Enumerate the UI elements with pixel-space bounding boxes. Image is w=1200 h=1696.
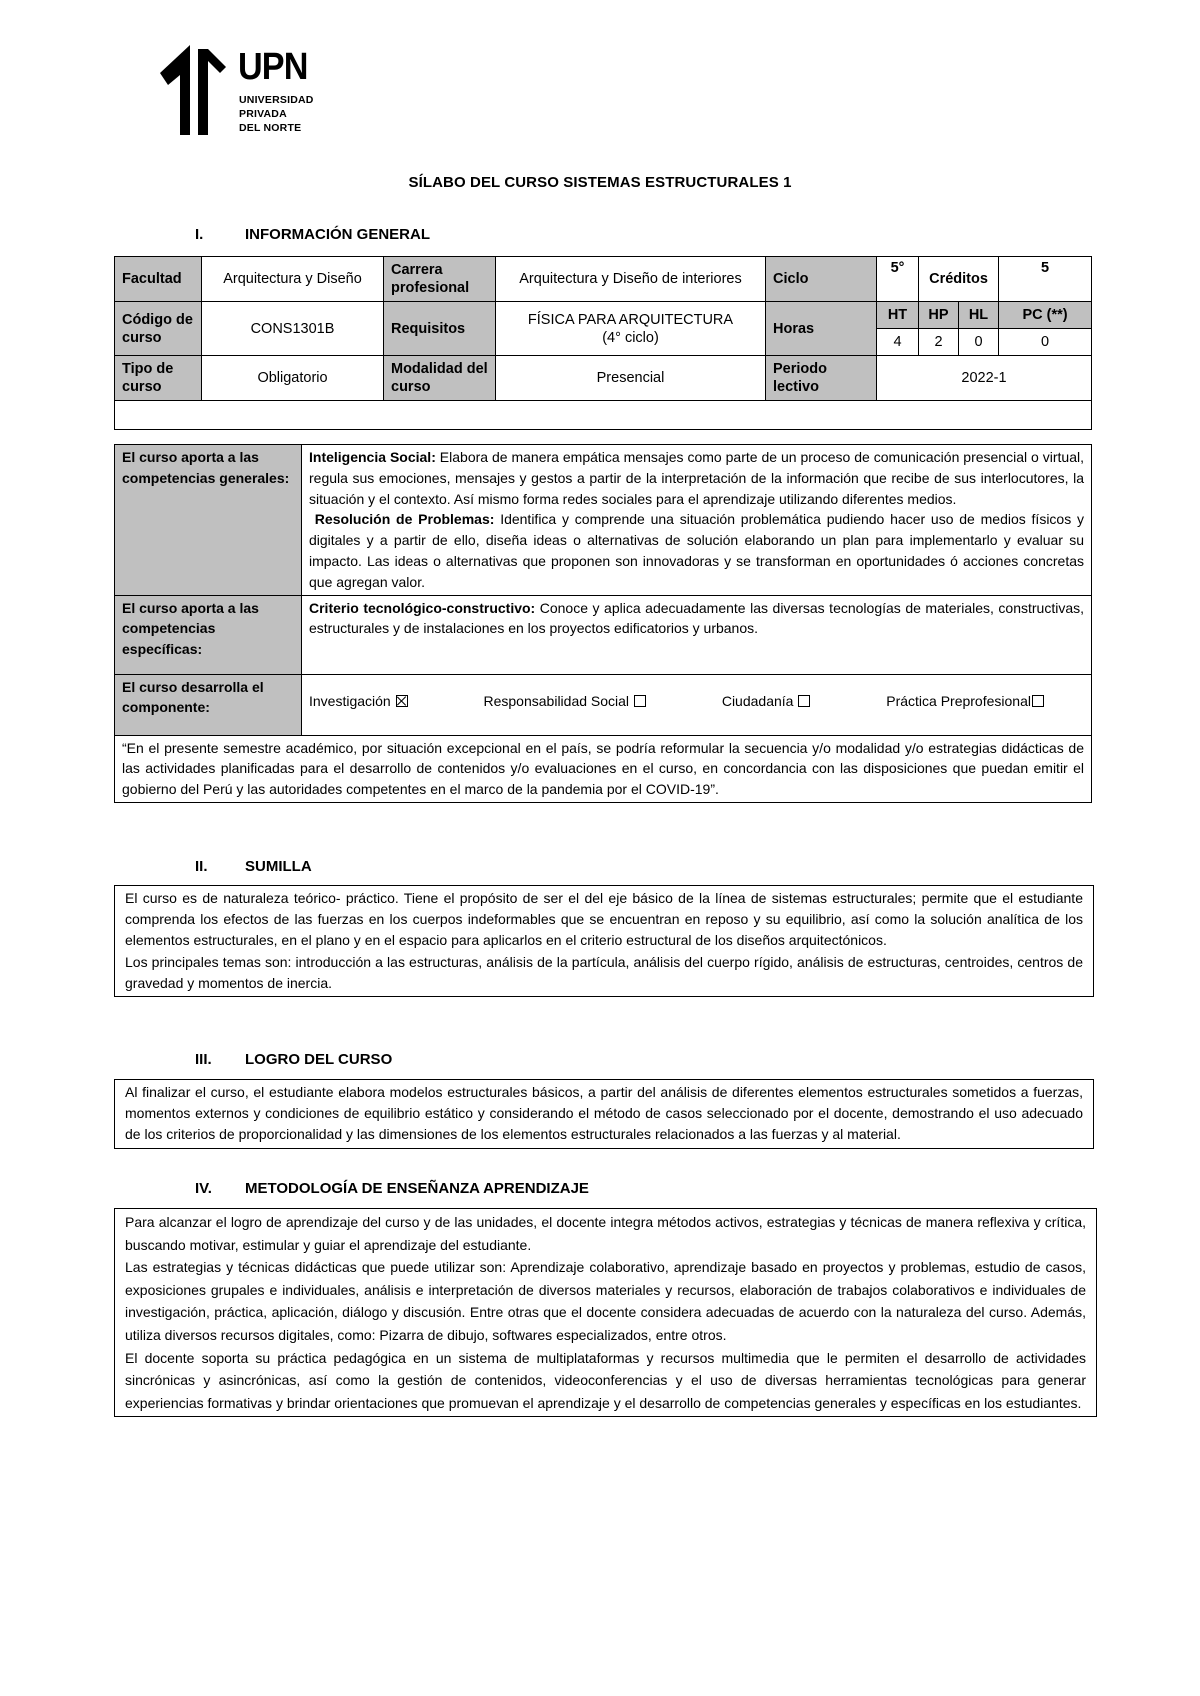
modalidad-label: Modalidad del curso <box>384 356 496 401</box>
criterio-tecnologico-text: Conoce y aplica adecuadamente las diversas tecnologías de materiales, constructivas, estructurales y de instalaciones en los proyectos edificatorios y urbanos. <box>309 599 1085 637</box>
logo-sub-line: PRIVADA <box>239 108 287 120</box>
sumilla-paragraph: Los principales temas son: introducción a las estructuras, análisis de la partícula, análisis del cuerpo rígido, análisis de estructuras, centroides, centros de gravedad y momentos de inercia. <box>125 953 1083 991</box>
logo-sub-line: UNIVERSIDAD <box>239 94 314 106</box>
section-label: SUMILLA <box>245 858 312 875</box>
facultad-label: Facultad <box>115 257 202 302</box>
requisitos-line: (4° ciclo) <box>602 329 659 346</box>
componente-ciudadania[interactable] <box>722 691 811 712</box>
requisitos-line: FÍSICA PARA ARQUITECTURA <box>527 311 734 328</box>
section-label: LOGRO DEL CURSO <box>245 1051 393 1068</box>
responsabilidad-label: Responsabilidad Social <box>483 692 630 709</box>
periodo-value: 2022-1 <box>877 356 1092 401</box>
componente-investigacion[interactable] <box>309 691 408 712</box>
metodologia-paragraph: Las estrategias y técnicas didácticas que puede utilizar son: Aprendizaje colaborativo, aprendizaje basado en proyectos y problemas, estudio de casos, exposiciones grupales e individuales, análisis e interpretación de diversos materiales y recursos, elaboración de trabajos colaborativos e individuales de investigación, práctica, aplicación, diálogo y discusión. Entre otras que el docente considera adecuadas de acuerdo con la naturaleza del curso. Además, utiliza diversos recursos digitales, como: Pizarra de dibujo, softwares especializados, entre otros. <box>125 1259 1086 1343</box>
logo-sub-line: DEL NORTE <box>239 122 302 134</box>
upn-logo <box>160 45 320 141</box>
sumilla-paragraph: El curso es de naturaleza teórico- práctico. Tiene el propósito de ser el del eje básico de la línea de sistemas estructurales; permite que el estudiante comprenda los efectos de las fuerzas en los cuerpos indeformables que se encuentran en reposo y su equilibrio, así como la solución analítica de los elementos estructurales, en el plano y en el espacio para aplicarlos en el criterio estructural de los diseños arquitectónicos. <box>125 890 1083 949</box>
criterio-tecnologico-title: Criterio tecnológico-constructivo: <box>309 599 536 616</box>
codigo-label: Código de curso <box>115 302 202 356</box>
ht-label: HT <box>877 302 919 329</box>
upn-arrow-icon <box>160 45 232 135</box>
metodologia-paragraph: Para alcanzar el logro de aprendizaje del curso y de las unidades, el docente integra métodos activos, estrategias y técnicas de manera reflexiva y crítica, buscando motivar, estimular y guiar el aprendizaje del estudiante. <box>125 1214 1086 1253</box>
componente-label: El curso desarrolla el componente: <box>115 674 302 735</box>
metodologia-box <box>114 1208 1097 1417</box>
section-label: METODOLOGÍA DE ENSEÑANZA APRENDIZAJE <box>245 1180 589 1197</box>
pc-value: 0 <box>999 329 1092 356</box>
covid-note: “En el presente semestre académico, por situación excepcional en el país, se podría reformular la secuencia y/o modalidad y/o estrategias didácticas de las actividades planificadas para el desarrollo de contenidos y/o evaluaciones en el curso, en concordancia con las disposiciones que puedan emitir el gobierno del Perú y las autoridades competentes en el marco de la pandemia por el COVID-19”. <box>115 735 1092 802</box>
requisitos-label: Requisitos <box>384 302 496 356</box>
blank-row <box>115 401 1092 430</box>
competencias-table <box>114 444 1092 803</box>
investigacion-checkbox[interactable] <box>396 695 408 707</box>
tipo-label: Tipo de curso <box>115 356 202 401</box>
competencias-especificas-label: El curso aporta a las competencias específicas: <box>115 595 302 674</box>
investigacion-label: Investigación <box>309 692 391 709</box>
resolucion-problemas-title: Resolución de Problemas: <box>314 511 495 528</box>
competencias-especificas-text <box>302 595 1092 674</box>
section-heading-metodologia <box>195 1180 589 1197</box>
tipo-value: Obligatorio <box>202 356 384 401</box>
document-title: SÍLABO DEL CURSO SISTEMAS ESTRUCTURALES 1 <box>408 174 792 191</box>
logo-brand-text: UPN <box>238 46 308 88</box>
componente-options <box>302 674 1092 735</box>
periodo-label: Periodo lectivo <box>766 356 877 401</box>
logro-box <box>114 1079 1094 1149</box>
inteligencia-social-text: Elabora de manera empática mensajes como parte de un proceso de comunicación presencial o virtual, regula sus emociones, mensajes y gestos a partir de la interpretación de la información que recibe de sus interlocutores, la situación y el contexto. Así mismo forma redes sociales para el aprendizaje utilizando diferentes medios. <box>309 449 1084 507</box>
ht-value: 4 <box>877 329 919 356</box>
metodologia-paragraph: El docente soporta su práctica pedagógica en un sistema de multiplataformas y recursos multimedia que le permiten el desarrollo de actividades sincrónicas y asincrónicas, así como la gestión de contenidos, videoconferencias y el uso de diversas herramientas tecnológicas para generar experiencias formativas y brindar orientaciones que promuevan el aprendizaje y el desarrollo de competencias generales y específicas en los estudiantes. <box>125 1349 1086 1411</box>
section-number: II. <box>195 858 208 875</box>
hp-label: HP <box>919 302 959 329</box>
ciudadania-label: Ciudadanía <box>721 692 794 709</box>
hp-value: 2 <box>919 329 959 356</box>
competencias-generales-label: El curso aporta a las competencias generales: <box>115 445 302 596</box>
codigo-value: CONS1301B <box>202 302 384 356</box>
pc-label: PC (**) <box>999 302 1092 329</box>
practica-checkbox[interactable] <box>1032 695 1044 707</box>
logo-subtitle <box>239 93 314 135</box>
carrera-label: Carrera profesional <box>384 257 496 302</box>
componente-responsabilidad[interactable] <box>484 691 647 712</box>
section-heading-sumilla <box>195 858 312 875</box>
competencias-generales-text <box>302 445 1092 596</box>
section-heading-general <box>195 226 430 243</box>
creditos-value: 5 <box>999 257 1092 302</box>
hl-label: HL <box>959 302 999 329</box>
sumilla-box <box>114 885 1094 997</box>
section-number: I. <box>195 226 204 243</box>
modalidad-value: Presencial <box>496 356 766 401</box>
practica-label: Práctica Preprofesional <box>886 692 1031 709</box>
carrera-value: Arquitectura y Diseño de interiores <box>496 257 766 302</box>
horas-label: Horas <box>766 302 877 356</box>
inteligencia-social-title: Inteligencia Social: <box>309 449 436 465</box>
hl-value: 0 <box>959 329 999 356</box>
section-number: III. <box>195 1051 212 1068</box>
creditos-label: Créditos <box>919 257 999 302</box>
ciclo-label: Ciclo <box>766 257 877 302</box>
section-number: IV. <box>195 1180 212 1197</box>
facultad-value: Arquitectura y Diseño <box>202 257 384 302</box>
requisitos-value <box>496 302 766 356</box>
responsabilidad-checkbox[interactable] <box>634 695 646 707</box>
general-info-table <box>114 256 1092 430</box>
section-label: INFORMACIÓN GENERAL <box>245 226 430 243</box>
ciclo-value: 5° <box>877 257 919 302</box>
section-heading-logro <box>195 1051 392 1068</box>
logro-paragraph: Al finalizar el curso, el estudiante elabora modelos estructurales básicos, a partir del análisis de diferentes elementos estructurales sometidos a fuerzas, momentos externos y condiciones de equilibrio estático y considerando el método de casos seleccionado por el docente, demostrando el uso adecuado de los criterios de proporcionalidad y las dimensiones de los elementos estructurales relacionados a las fuerzas y al material. <box>125 1084 1083 1143</box>
ciudadania-checkbox[interactable] <box>798 695 810 707</box>
componente-practica[interactable] <box>886 691 1044 712</box>
resolucion-problemas-text: Identifica y comprende una situación problemática pudiendo hacer uso de medios físicos y digitales y a partir de ello, diseña ideas o alternativas de solución elaborando un plan para implementarlo y evaluar su impacto. Las ideas o alternativas que proponen son innovadoras y se transforman en oportunidades ó acciones concretas que agregan valor. <box>309 511 1084 590</box>
